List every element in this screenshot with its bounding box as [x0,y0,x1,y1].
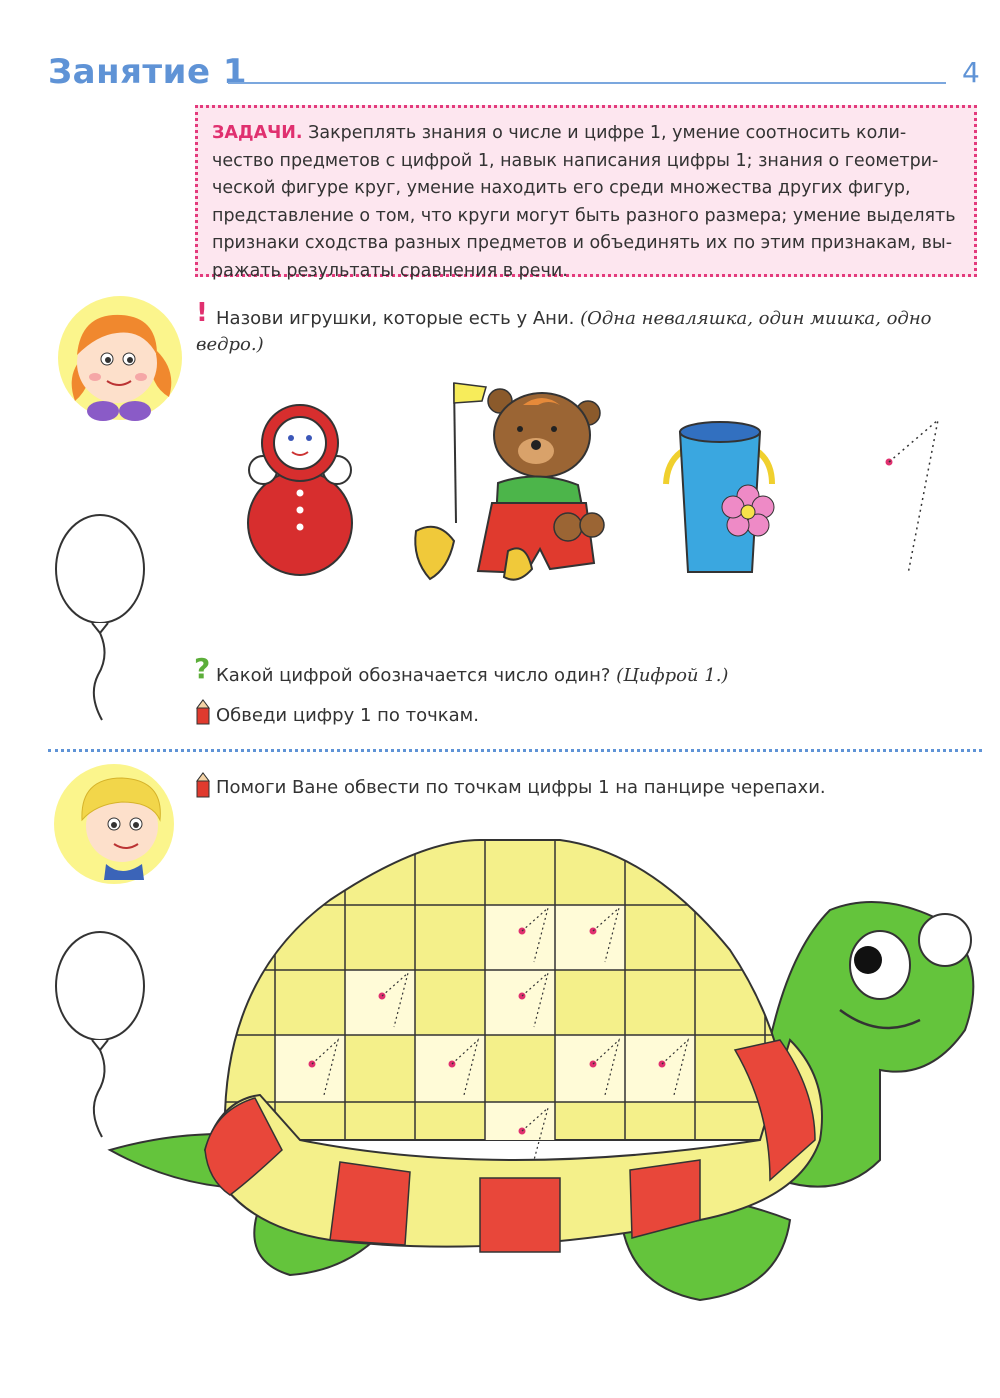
balloon-icon [50,515,160,725]
dotted-digit-one [880,408,950,578]
tasks-label: ЗАДАЧИ. [212,123,303,143]
tasks-line-6: ражать результаты сравнения в речи. [212,260,568,281]
tasks-line-1: ЗАДАЧИ. Закреплять знания о числе и цифре 1, умение соотносить коли- [212,123,907,143]
title-rule [228,82,946,84]
girl-avatar [45,293,185,423]
exclamation-icon: ! [196,298,208,328]
section1-trace: Обведи цифру 1 по точкам. [216,705,479,726]
section2-prompt: Помоги Ване обвести по точкам цифры 1 на панцире черепахи. [216,777,826,798]
tasks-line-3: ческой фигуре круг, умение находить его среди множества других фигур, [212,178,911,199]
tasks-box [195,105,977,281]
roly-poly-toy [245,398,355,578]
question-icon: ? [194,652,211,685]
bucket-toy [660,412,780,582]
teddy-bear-toy [408,373,608,593]
pencil-icon [196,773,210,797]
tasks-line-5: признаки сходства разных предметов и объединять их по этим признакам, вы- [212,233,953,254]
pencil-icon [196,700,210,724]
section-separator [48,749,982,752]
section1-prompt: Назови игрушки, которые есть у Ани. (Одна неваляшка, один мишка, одно [216,308,932,329]
tasks-line-2: чество предметов с цифрой 1, навык написания цифры 1; знания о геометри- [212,150,939,171]
turtle-illustration [100,836,1000,1396]
tasks-line-4: представление о том, что круги могут быть разного размера; умение выделять [212,205,956,226]
section1-question: Какой цифрой обозначается число один? (Цифрой 1.) [216,665,729,686]
page-number: 4 [962,56,980,89]
lesson-title: Занятие 1 [48,52,248,92]
section1-prompt-cont: ведро.) [196,334,264,355]
